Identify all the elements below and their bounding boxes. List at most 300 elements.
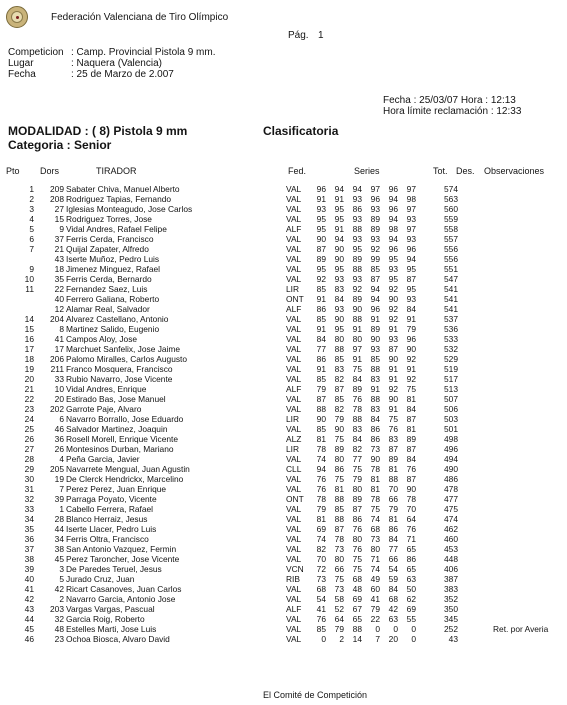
cell-pto: 44: [24, 614, 34, 624]
cell-series-1: 0: [321, 634, 326, 644]
cell-series-4: 88: [370, 394, 380, 404]
cell-dors: 26: [54, 444, 64, 454]
cell-series-5: 66: [388, 494, 398, 504]
cell-series-6: 97: [406, 204, 416, 214]
cell-dors: 37: [54, 234, 64, 244]
cell-series-3: 69: [352, 594, 362, 604]
cell-series-4: 80: [370, 544, 380, 554]
table-row: [0, 574, 567, 584]
cell-series-2: 2: [339, 634, 344, 644]
cell-fed: VAL: [286, 344, 302, 354]
cell-fed: VCN: [286, 564, 304, 574]
cell-series-3: 67: [352, 604, 362, 614]
cell-series-1: 88: [316, 404, 326, 414]
cell-tirador: Montesinos Durban, Mariano: [66, 444, 174, 454]
cell-pto: 29: [24, 464, 34, 474]
cell-fed: VAL: [286, 534, 302, 544]
cell-series-2: 73: [334, 584, 344, 594]
cell-series-3: 89: [352, 494, 362, 504]
cell-series-4: 68: [370, 524, 380, 534]
table-row: [0, 414, 567, 424]
cell-series-4: 73: [370, 444, 380, 454]
cell-series-6: 90: [406, 484, 416, 494]
cell-tirador: Ricart Casanoves, Juan Carlos: [66, 584, 182, 594]
cell-series-3: 88: [352, 414, 362, 424]
modalidad-title: MODALIDAD : ( 8) Pistola 9 mm: [8, 124, 188, 138]
cell-series-4: 89: [370, 224, 380, 234]
col-header-tirador: TIRADOR: [96, 166, 137, 176]
org-name: Federación Valenciana de Tiro Olímpico: [51, 12, 229, 23]
cell-series-3: 95: [352, 244, 362, 254]
cell-series-1: 73: [316, 574, 326, 584]
cell-pto: 37: [24, 544, 34, 554]
cell-series-3: 89: [352, 294, 362, 304]
cell-fed: VAL: [286, 454, 302, 464]
cell-series-1: 86: [316, 304, 326, 314]
cell-total: 532: [444, 344, 458, 354]
cell-series-3: 94: [352, 184, 362, 194]
cell-fed: VAL: [286, 474, 302, 484]
cell-series-4: 79: [370, 604, 380, 614]
cell-total: 513: [444, 384, 458, 394]
claim-deadline: Hora límite reclamación : 12:33: [383, 106, 522, 117]
cell-pto: 1: [29, 184, 34, 194]
table-row: [0, 224, 567, 234]
cell-series-2: 85: [334, 354, 344, 364]
cell-series-5: 88: [388, 474, 398, 484]
cell-fed: VAL: [286, 314, 302, 324]
col-header-pto: Pto: [6, 166, 20, 176]
cell-series-6: 62: [406, 594, 416, 604]
cell-series-3: 89: [352, 254, 362, 264]
cell-total: 506: [444, 404, 458, 414]
cell-total: 490: [444, 464, 458, 474]
cell-total: 536: [444, 324, 458, 334]
cell-total: 533: [444, 334, 458, 344]
cell-series-2: 75: [334, 574, 344, 584]
page-number: 1: [318, 30, 324, 41]
cell-series-6: 0: [411, 634, 416, 644]
cell-series-3: 88: [352, 314, 362, 324]
cell-series-2: 87: [334, 384, 344, 394]
cell-dors: 204: [50, 314, 64, 324]
cell-total: 541: [444, 284, 458, 294]
cell-tirador: Jimenez Minguez, Rafael: [66, 264, 161, 274]
cell-dors: 17: [54, 344, 64, 354]
cell-series-2: 90: [334, 254, 344, 264]
cell-series-6: 98: [406, 194, 416, 204]
cell-series-4: 90: [370, 454, 380, 464]
cell-fed: VAL: [286, 264, 302, 274]
cell-series-4: 93: [370, 234, 380, 244]
cell-dors: 2: [59, 594, 64, 604]
cell-pto: 30: [24, 474, 34, 484]
cell-series-4: 22: [370, 614, 380, 624]
cell-series-2: 83: [334, 284, 344, 294]
cell-series-1: 93: [316, 204, 326, 214]
cell-tirador: Iglesias Monteagudo, Jose Carlos: [66, 204, 193, 214]
cell-pto: 25: [24, 424, 34, 434]
cell-dors: 35: [54, 274, 64, 284]
cell-total: 541: [444, 304, 458, 314]
cell-series-1: 92: [316, 274, 326, 284]
table-row: [0, 534, 567, 544]
cell-dors: 3: [59, 564, 64, 574]
cell-series-4: 41: [370, 594, 380, 604]
cell-dors: 20: [54, 394, 64, 404]
cell-fed: VAL: [286, 424, 302, 434]
cell-series-5: 42: [388, 604, 398, 614]
cell-fed: ALF: [286, 384, 302, 394]
table-row: [0, 494, 567, 504]
table-row: [0, 434, 567, 444]
cell-total: 475: [444, 504, 458, 514]
cell-total: 556: [444, 254, 458, 264]
cell-series-4: 74: [370, 564, 380, 574]
cell-series-5: 84: [388, 534, 398, 544]
cell-series-6: 84: [406, 404, 416, 414]
table-row: [0, 464, 567, 474]
cell-tirador: Vidal Andres, Enrique: [66, 384, 147, 394]
cell-dors: 21: [54, 244, 64, 254]
cell-dors: 202: [50, 404, 64, 414]
cell-tirador: Ferris Oltra, Francisco: [66, 534, 149, 544]
cell-pto: 40: [24, 574, 34, 584]
cell-series-5: 93: [388, 264, 398, 274]
cell-total: 43: [448, 634, 458, 644]
cell-series-3: 75: [352, 554, 362, 564]
cell-series-1: 78: [316, 444, 326, 454]
cell-series-1: 90: [316, 414, 326, 424]
cell-total: 560: [444, 204, 458, 214]
cell-series-5: 94: [388, 194, 398, 204]
cell-dors: 27: [54, 204, 64, 214]
cell-pto: 14: [24, 314, 34, 324]
cell-tirador: Garrote Paje, Alvaro: [66, 404, 142, 414]
col-header-des: Des.: [456, 166, 475, 176]
cell-series-5: 87: [388, 344, 398, 354]
cell-total: 537: [444, 314, 458, 324]
cell-series-2: 64: [334, 614, 344, 624]
table-row: [0, 234, 567, 244]
cell-series-5: 81: [388, 514, 398, 524]
cell-pto: 11: [25, 284, 34, 294]
cell-series-3: 93: [352, 214, 362, 224]
cell-tirador: Rubio Navarro, Jose Vicente: [66, 374, 173, 384]
cell-series-4: 74: [370, 514, 380, 524]
cell-pto: 19: [24, 364, 34, 374]
cell-series-5: 91: [388, 374, 398, 384]
cell-fed: VAL: [286, 394, 302, 404]
cell-pto: 26: [24, 434, 34, 444]
cell-fed: VAL: [286, 374, 302, 384]
cell-dors: 36: [54, 434, 64, 444]
cell-series-4: 7: [375, 634, 380, 644]
table-row: [0, 374, 567, 384]
cell-tirador: Estirado Bas, Jose Manuel: [66, 394, 166, 404]
cell-dors: 18: [54, 264, 64, 274]
cell-dors: 28: [54, 514, 64, 524]
cell-series-6: 97: [406, 224, 416, 234]
cell-series-6: 97: [406, 184, 416, 194]
cell-series-4: 97: [370, 184, 380, 194]
cell-series-2: 85: [334, 504, 344, 514]
cell-series-5: 92: [388, 284, 398, 294]
cell-series-6: 55: [406, 614, 416, 624]
col-header-series: Series: [354, 166, 380, 176]
cell-series-4: 81: [370, 474, 380, 484]
cell-dors: 211: [50, 364, 64, 374]
cell-series-1: 91: [316, 324, 326, 334]
cell-series-6: 89: [406, 434, 416, 444]
cell-series-1: 96: [316, 184, 326, 194]
cell-dors: 34: [54, 534, 64, 544]
table-row: [0, 364, 567, 374]
cell-series-1: 89: [316, 254, 326, 264]
cell-series-6: 79: [406, 324, 416, 334]
cell-fed: ALF: [286, 304, 302, 314]
cell-series-3: 84: [352, 374, 362, 384]
cell-total: 556: [444, 244, 458, 254]
cell-pto: 41: [24, 584, 34, 594]
cell-series-1: 74: [316, 454, 326, 464]
col-header-tot: Tot.: [433, 166, 448, 176]
cell-tirador: Ferris Cerda, Bernardo: [66, 274, 152, 284]
cell-fed: VAL: [286, 514, 302, 524]
cell-series-2: 95: [334, 264, 344, 274]
cell-series-2: 78: [334, 534, 344, 544]
cell-series-4: 94: [370, 294, 380, 304]
cell-pto: 24: [24, 414, 34, 424]
cell-series-1: 95: [316, 214, 326, 224]
cell-tirador: Salvador Martinez, Joaquin: [66, 424, 168, 434]
cell-total: 496: [444, 444, 458, 454]
cell-series-6: 93: [406, 294, 416, 304]
cell-dors: 15: [54, 214, 64, 224]
cell-dors: 5: [59, 574, 64, 584]
cell-series-1: 76: [316, 484, 326, 494]
cell-tirador: Navarro Borrallo, Jose Eduardo: [66, 414, 184, 424]
cell-pto: 32: [24, 494, 34, 504]
cell-series-6: 95: [406, 284, 416, 294]
cell-fed: VAL: [286, 274, 302, 284]
cell-total: 551: [444, 264, 458, 274]
cell-series-4: 91: [370, 314, 380, 324]
cell-series-5: 90: [388, 394, 398, 404]
cell-series-6: 96: [406, 244, 416, 254]
cell-pto: 20: [24, 374, 34, 384]
cell-fed: VAL: [286, 404, 302, 414]
cell-dors: 40: [54, 294, 64, 304]
cell-fed: VAL: [286, 184, 302, 194]
cell-series-2: 90: [334, 244, 344, 254]
cell-series-5: 89: [388, 454, 398, 464]
cell-series-5: 59: [388, 574, 398, 584]
cell-series-4: 92: [370, 244, 380, 254]
cell-series-1: 78: [316, 494, 326, 504]
cell-total: 541: [444, 294, 458, 304]
cell-series-3: 90: [352, 304, 362, 314]
cell-pto: 10: [24, 274, 34, 284]
cell-series-1: 72: [316, 564, 326, 574]
cell-pto: 9: [29, 264, 34, 274]
page-label: Pág.: [288, 30, 309, 41]
cell-series-5: 92: [388, 304, 398, 314]
cell-fed: ONT: [286, 494, 304, 504]
cell-pto: 43: [24, 604, 34, 614]
cell-series-4: 83: [370, 374, 380, 384]
cell-fed: VAL: [286, 364, 302, 374]
cell-series-2: 58: [334, 594, 344, 604]
cell-series-4: 87: [370, 274, 380, 284]
table-row: [0, 184, 567, 194]
cell-series-2: 85: [334, 394, 344, 404]
table-row: [0, 564, 567, 574]
cell-series-4: 75: [370, 504, 380, 514]
cell-dors: 10: [54, 384, 64, 394]
cell-series-2: 79: [334, 624, 344, 634]
table-row: [0, 484, 567, 494]
cell-dors: 19: [54, 474, 64, 484]
cell-fed: VAL: [286, 244, 302, 254]
cell-series-4: 85: [370, 354, 380, 364]
cell-series-6: 63: [406, 574, 416, 584]
cell-dors: 46: [54, 424, 64, 434]
cell-fed: VAL: [286, 614, 302, 624]
cell-tirador: Campos Aloy, Jose: [66, 334, 138, 344]
cell-series-2: 88: [334, 344, 344, 354]
cell-pto: 4: [29, 214, 34, 224]
cell-total: 559: [444, 214, 458, 224]
cell-series-3: 75: [352, 364, 362, 374]
table-row: [0, 454, 567, 464]
cell-series-1: 85: [316, 624, 326, 634]
cell-series-6: 87: [406, 274, 416, 284]
cell-series-5: 76: [388, 424, 398, 434]
cell-dors: 39: [54, 494, 64, 504]
cell-tirador: Ochoa Biosca, Alvaro David: [66, 634, 170, 644]
table-row: [0, 404, 567, 414]
cell-series-6: 91: [406, 314, 416, 324]
table-row: [0, 594, 567, 604]
cell-series-3: 88: [352, 224, 362, 234]
cell-series-5: 84: [388, 584, 398, 594]
cell-dors: 33: [54, 374, 64, 384]
table-row: [0, 424, 567, 434]
report-datetime: Fecha : 25/03/07 Hora : 12:13: [383, 95, 516, 106]
cell-pto: 33: [24, 504, 34, 514]
cell-series-3: 80: [352, 534, 362, 544]
cell-series-2: 90: [334, 424, 344, 434]
cell-tirador: Ferris Cerda, Francisco: [66, 234, 154, 244]
table-row: [0, 444, 567, 454]
cell-series-4: 0: [375, 624, 380, 634]
table-row: [0, 274, 567, 284]
cell-pto: 21: [24, 384, 34, 394]
cell-series-5: 96: [388, 204, 398, 214]
cell-tirador: Palomo Miralles, Carlos Augusto: [66, 354, 188, 364]
cell-series-5: 83: [388, 434, 398, 444]
cell-series-5: 93: [388, 334, 398, 344]
cell-total: 519: [444, 364, 458, 374]
cell-total: 474: [444, 514, 458, 524]
cell-series-5: 96: [388, 184, 398, 194]
cell-series-1: 84: [316, 334, 326, 344]
cell-fed: VAL: [286, 334, 302, 344]
cell-series-5: 95: [388, 254, 398, 264]
cell-series-1: 81: [316, 434, 326, 444]
cell-total: 517: [444, 374, 458, 384]
cell-series-3: 93: [352, 274, 362, 284]
cell-pto: 6: [29, 234, 34, 244]
cell-dors: 6: [59, 414, 64, 424]
cell-series-1: 94: [316, 464, 326, 474]
cell-total: 563: [444, 194, 458, 204]
cell-series-4: 84: [370, 414, 380, 424]
cell-pto: 15: [24, 324, 34, 334]
table-row: [0, 524, 567, 534]
cell-series-1: 69: [316, 524, 326, 534]
cell-series-2: 90: [334, 314, 344, 324]
cell-pto: 16: [24, 334, 34, 344]
cell-series-2: 75: [334, 434, 344, 444]
cell-series-6: 93: [406, 234, 416, 244]
cell-series-3: 89: [352, 384, 362, 394]
cell-series-4: 85: [370, 264, 380, 274]
cell-series-3: 80: [352, 334, 362, 344]
cell-series-2: 95: [334, 204, 344, 214]
cell-dors: 22: [54, 284, 64, 294]
cell-series-2: 82: [334, 374, 344, 384]
cell-fed: ALF: [286, 224, 302, 234]
cell-series-5: 63: [388, 614, 398, 624]
fecha-value: : 25 de Marzo de 2.007: [71, 69, 174, 80]
cell-series-4: 94: [370, 284, 380, 294]
cell-tirador: Blanco Herraiz, Jesus: [66, 514, 148, 524]
cell-fed: VAL: [286, 544, 302, 554]
table-row: [0, 624, 567, 634]
cell-series-3: 76: [352, 544, 362, 554]
cell-series-6: 87: [406, 444, 416, 454]
cell-total: 345: [444, 614, 458, 624]
cell-series-3: 76: [352, 394, 362, 404]
cell-total: 557: [444, 234, 458, 244]
cell-series-2: 88: [334, 514, 344, 524]
cell-series-3: 86: [352, 204, 362, 214]
table-row: [0, 474, 567, 484]
cell-total: 352: [444, 594, 458, 604]
cell-series-4: 78: [370, 464, 380, 474]
cell-dors: 38: [54, 544, 64, 554]
cell-series-3: 68: [352, 574, 362, 584]
competicion-value: : Camp. Provincial Pistola 9 mm.: [71, 47, 216, 58]
cell-series-6: 69: [406, 604, 416, 614]
cell-series-2: 79: [334, 414, 344, 424]
cell-fed: VAL: [286, 324, 302, 334]
cell-series-5: 91: [388, 404, 398, 414]
cell-tirador: Perez Taroncher, Jose Vicente: [66, 554, 180, 564]
cell-dors: 23: [54, 634, 64, 644]
cell-series-4: 88: [370, 364, 380, 374]
cell-tirador: Parraga Poyato, Vicente: [66, 494, 157, 504]
footer-signature: El Comité de Competición: [263, 690, 368, 700]
cell-series-6: 84: [406, 454, 416, 464]
cell-tirador: San Antonio Vazquez, Fermin: [66, 544, 177, 554]
cell-tirador: Ferrero Galiana, Roberto: [66, 294, 160, 304]
cell-fed: LIR: [286, 284, 300, 294]
cell-series-5: 79: [388, 504, 398, 514]
cell-series-6: 75: [406, 384, 416, 394]
